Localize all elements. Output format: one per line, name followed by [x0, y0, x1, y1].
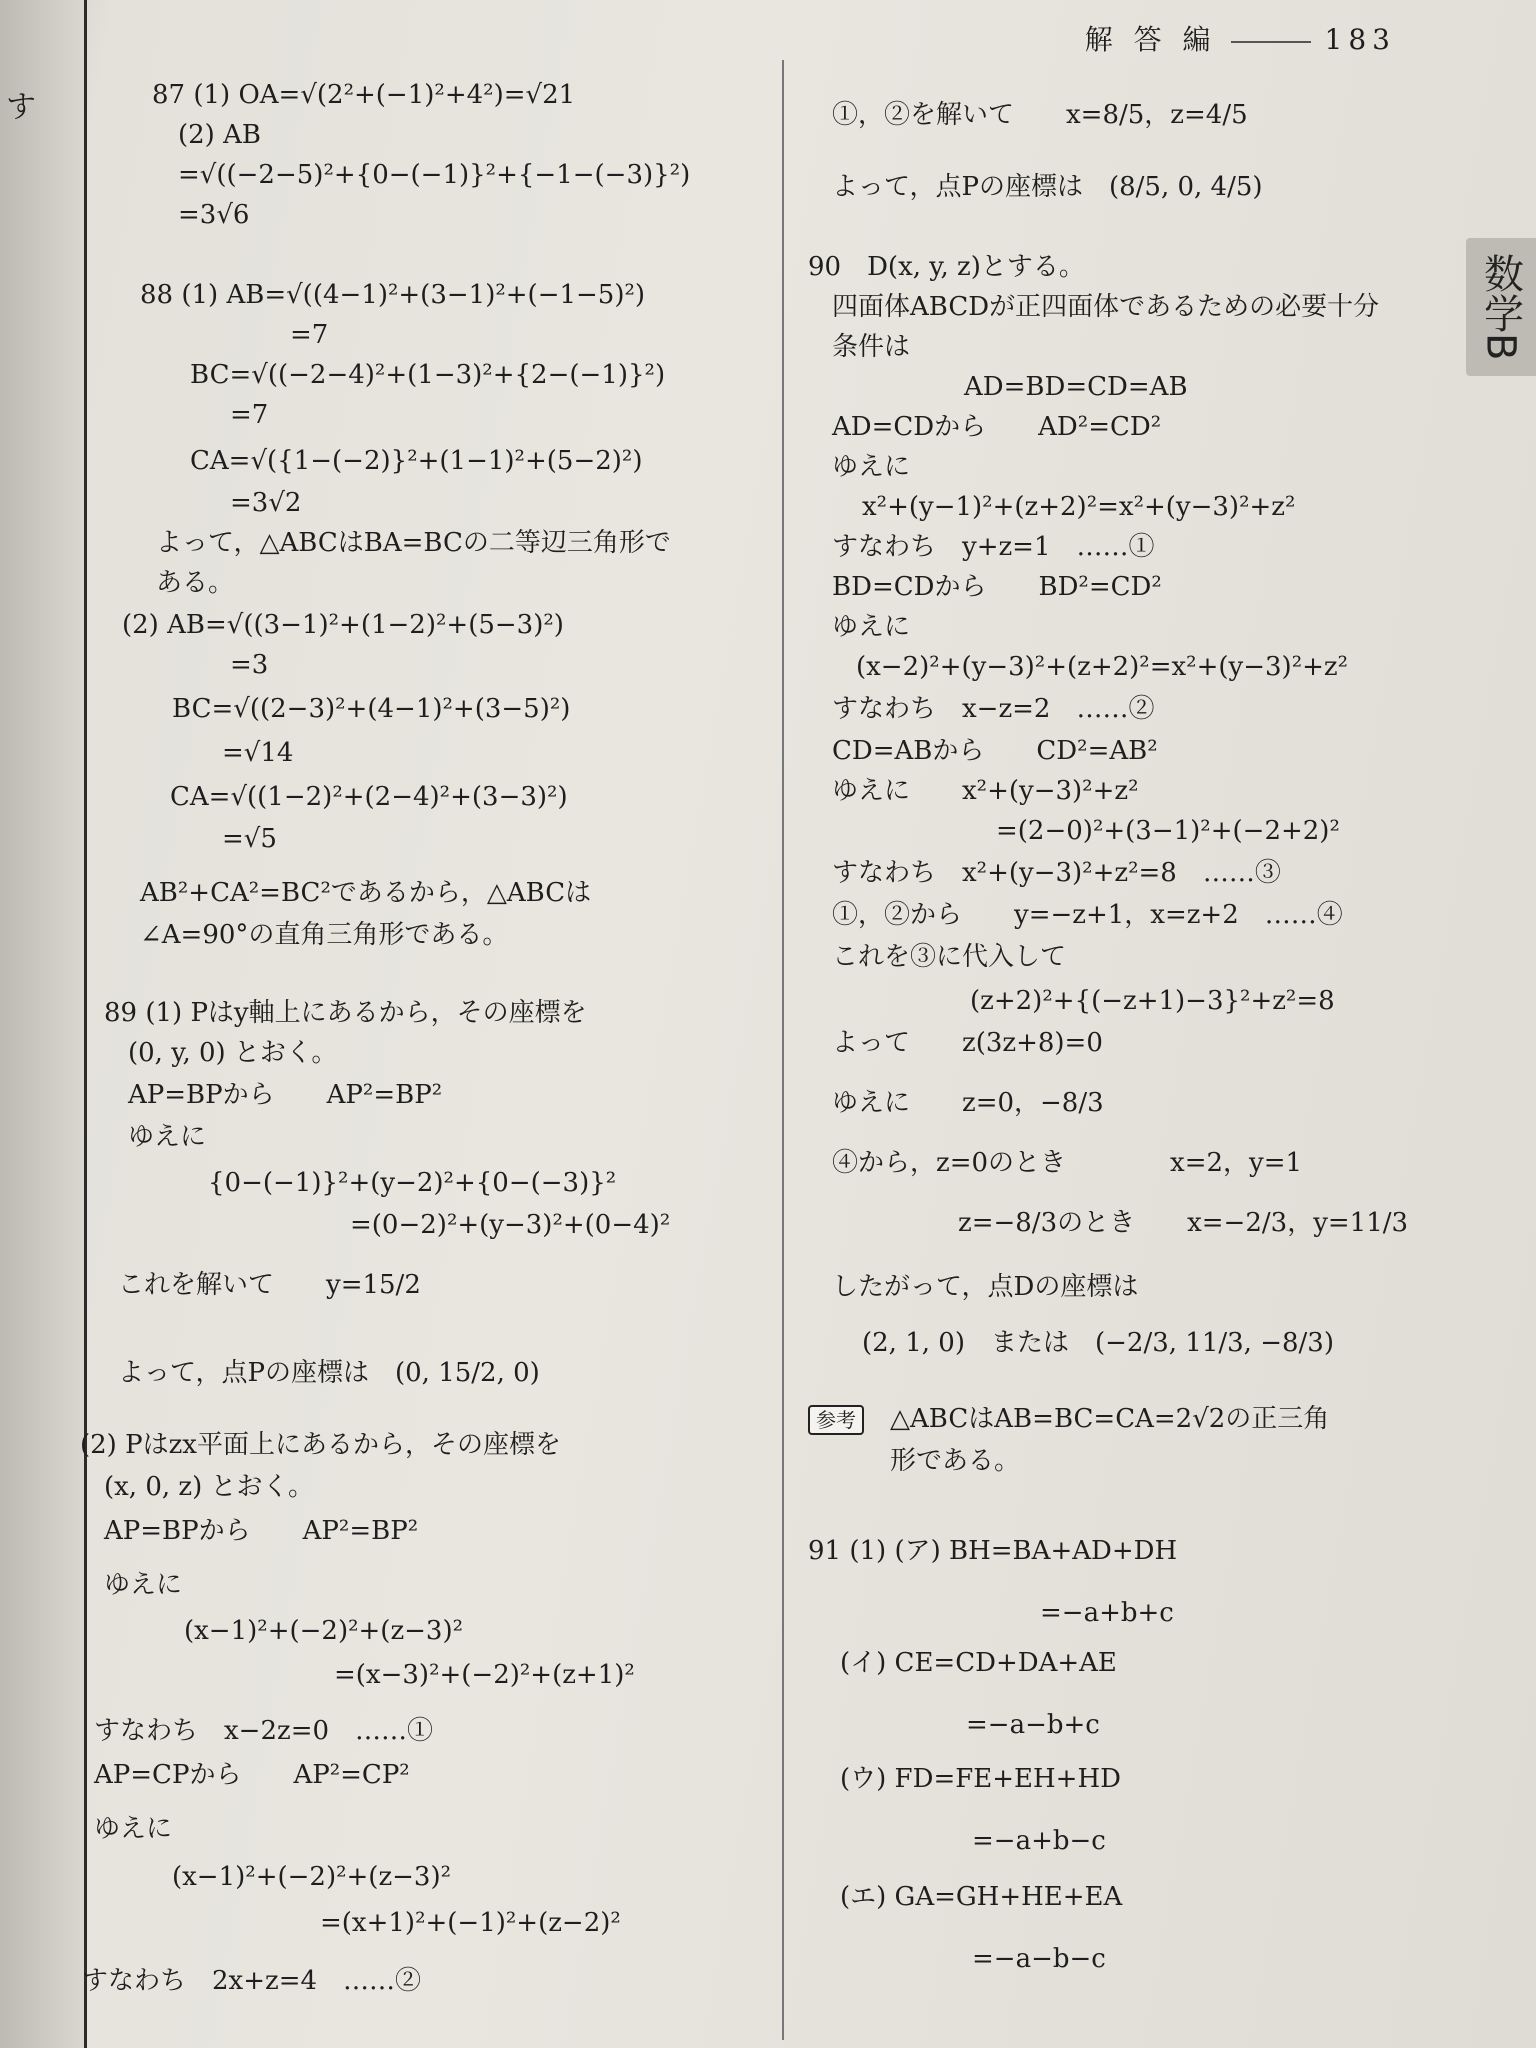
previous-page-char: す — [6, 90, 36, 125]
solution-line — [104, 1474, 314, 1500]
line-text: よって，点Pの座標は (8/5, 0, 4/5) — [832, 172, 1263, 202]
line-text: ゆえに — [104, 1570, 183, 1600]
line-text: すなわち x²+(y−3)²+z²=8 ……③ — [832, 858, 1281, 888]
line-text: (エ) GA=GH+HE+EA — [840, 1882, 1123, 1912]
line-text: BD=CDから BD²=CD² — [832, 572, 1162, 602]
line-text: ④から，z=0のとき x=2，y=1 — [832, 1148, 1303, 1178]
line-text: =−a+b+c — [1040, 1598, 1174, 1628]
line-text: すなわち 2x+z=4 ……② — [82, 1966, 422, 1996]
line-text: これを③に代入して — [832, 942, 1067, 972]
line-text: ゆえに — [94, 1814, 173, 1844]
line-text: よって，△ABCはBA=BCの二等辺三角形で — [156, 528, 671, 558]
line-text: 87 (1) OA=√(2²+(−1)²+4²)=√21 — [152, 80, 576, 110]
line-text: (0, y, 0) とおく。 — [128, 1038, 338, 1068]
line-text: =(x+1)²+(−1)²+(z−2)² — [320, 1908, 621, 1938]
solution-line — [190, 362, 665, 388]
solution-line — [152, 82, 575, 108]
solution-line — [972, 1828, 1106, 1854]
solution-line — [840, 1884, 1122, 1910]
line-text: =7 — [290, 320, 329, 350]
line-text: よって，点Pの座標は (0, 15/2, 0) — [118, 1358, 540, 1388]
solution-line — [156, 570, 234, 596]
line-text: 90 D(x, y, z)とする。 — [808, 252, 1085, 282]
solution-line — [832, 334, 910, 360]
line-text: (z+2)²+{(−z+1)−3}²+z²=8 — [970, 986, 1335, 1016]
solution-line — [118, 1272, 421, 1298]
line-text: すなわち y+z=1 ……① — [832, 532, 1155, 562]
solution-line — [958, 1210, 1408, 1236]
solution-line — [862, 1330, 1334, 1356]
line-text: BC=√((2−3)²+(4−1)²+(3−5)²) — [172, 694, 571, 724]
solution-line — [840, 1766, 1121, 1792]
line-text: AP=BPから AP²=BP² — [104, 1516, 419, 1546]
solution-line — [832, 454, 910, 480]
previous-page-edge — [0, 0, 87, 2048]
solution-line — [832, 944, 1066, 970]
solution-line — [856, 654, 1348, 680]
solution-line — [128, 1040, 337, 1066]
line-text: ゆえに — [128, 1122, 207, 1152]
solution-line — [890, 1448, 1020, 1474]
subject-tab: 数学B — [1466, 238, 1536, 376]
solution-line — [230, 402, 268, 428]
solution-line — [104, 1572, 182, 1598]
line-text: すなわち x−2z=0 ……① — [94, 1716, 434, 1746]
line-text: (x−2)²+(y−3)²+(z+2)²=x²+(y−3)²+z² — [856, 652, 1349, 682]
solution-line — [290, 322, 328, 348]
solution-line — [832, 294, 1379, 320]
line-text: CA=√((1−2)²+(2−4)²+(3−3)²) — [170, 782, 568, 812]
solution-line — [118, 1360, 540, 1386]
line-text: ゆえに x²+(y−3)²+z² — [832, 776, 1139, 806]
line-text: =(x−3)²+(−2)²+(z+1)² — [334, 1660, 635, 1690]
solution-line — [832, 174, 1263, 200]
line-text: ゆえに — [832, 612, 911, 642]
solution-line — [140, 880, 591, 906]
line-text: よって z(3z+8)=0 — [832, 1028, 1103, 1058]
line-text: 88 (1) AB=√((4−1)²+(3−1)²+(−1−5)²) — [140, 280, 646, 310]
solution-line — [832, 1030, 1103, 1056]
solution-line — [184, 1618, 463, 1644]
line-text: (2, 1, 0) または (−2/3, 11/3, −8/3) — [862, 1328, 1334, 1358]
solution-line — [832, 614, 910, 640]
solution-line — [320, 1910, 621, 1936]
solution-line — [832, 1274, 1138, 1300]
solution-line — [128, 1082, 442, 1108]
solution-line — [190, 448, 643, 474]
line-text: AB²+CA²=BC²であるから，△ABCは — [140, 878, 592, 908]
solution-line — [808, 1406, 1329, 1432]
solution-line — [128, 1124, 206, 1150]
page-number: 183 — [1324, 23, 1396, 56]
line-text: AP=BPから AP²=BP² — [128, 1080, 443, 1110]
line-text: ①，②を解いて x=8/5，z=4/5 — [832, 100, 1248, 130]
solution-line — [808, 254, 1085, 280]
solution-line — [970, 988, 1335, 1014]
solution-line — [104, 1518, 418, 1544]
line-text: (2) Pはzx平面上にあるから，その座標を — [80, 1430, 561, 1460]
line-text: =√((−2−5)²+{0−(−1)}²+{−1−(−3)}²) — [178, 160, 691, 190]
line-text: =3√6 — [178, 200, 250, 230]
line-text: (2) AB — [178, 120, 261, 150]
solution-line — [82, 1968, 421, 1994]
solution-line — [172, 1864, 451, 1890]
line-text: AP=CPから AP²=CP² — [94, 1760, 410, 1790]
line-text: =−a+b−c — [972, 1826, 1106, 1856]
line-text: x²+(y−1)²+(z+2)²=x²+(y−3)²+z² — [862, 492, 1296, 522]
line-text: したがって，点Dの座標は — [832, 1272, 1139, 1302]
solution-line — [964, 374, 1188, 400]
solution-line — [334, 1662, 635, 1688]
line-text: =(2−0)²+(3−1)²+(−2+2)² — [996, 816, 1340, 846]
solution-line — [832, 1090, 1104, 1116]
solution-line — [972, 1946, 1106, 1972]
line-text: (x−1)²+(−2)²+(z−3)² — [184, 1616, 464, 1646]
solution-line — [832, 534, 1155, 560]
line-text: 89 (1) Pはy軸上にあるから，その座標を — [104, 998, 587, 1028]
line-text: 四面体ABCDが正四面体であるための必要十分 — [832, 292, 1380, 322]
solution-line — [178, 162, 690, 188]
line-text: =(0−2)²+(y−3)²+(0−4)² — [350, 1210, 671, 1240]
line-text: ゆえに z=0，−8/3 — [832, 1088, 1104, 1118]
line-text: ①，②から y=−z+1，x=z+2 ……④ — [832, 900, 1343, 930]
line-text: (2) AB=√((3−1)²+(1−2)²+(5−3)²) — [122, 610, 564, 640]
solution-line — [94, 1718, 433, 1744]
header-rule — [1231, 41, 1311, 43]
solution-line — [840, 1650, 1117, 1676]
line-text: (x−1)²+(−2)²+(z−3)² — [172, 1862, 452, 1892]
line-text: =−a−b+c — [966, 1710, 1100, 1740]
solution-line — [350, 1212, 670, 1238]
solution-line — [832, 696, 1154, 722]
section-title: 解 答 編 — [1084, 23, 1217, 56]
solution-line — [832, 102, 1248, 128]
solution-line — [122, 612, 564, 638]
line-text: これを解いて y=15/2 — [118, 1270, 421, 1300]
solution-line — [832, 574, 1162, 600]
line-text: 形である。 — [890, 1446, 1021, 1476]
solution-line — [172, 696, 570, 722]
line-text: (イ) CE=CD+DA+AE — [840, 1648, 1117, 1678]
solution-line — [966, 1712, 1100, 1738]
line-text: =3√2 — [230, 488, 302, 518]
page-header — [1085, 18, 1396, 58]
line-text: =−a−b−c — [972, 1944, 1106, 1974]
solution-line — [222, 740, 293, 766]
solution-line — [832, 738, 1158, 764]
solution-line — [140, 282, 645, 308]
line-text: =√5 — [222, 824, 277, 854]
solution-line — [832, 414, 1161, 440]
solution-line — [170, 784, 568, 810]
solution-line — [862, 494, 1295, 520]
line-text: CD=ABから CD²=AB² — [832, 736, 1158, 766]
line-text: すなわち x−z=2 ……② — [832, 694, 1155, 724]
solution-line — [178, 202, 249, 228]
solution-line — [832, 902, 1343, 928]
line-text: BC=√((−2−4)²+(1−3)²+{2−(−1)}²) — [190, 360, 666, 390]
line-text: z=−8/3のとき x=−2/3，y=11/3 — [958, 1208, 1409, 1238]
solution-line — [1040, 1600, 1174, 1626]
line-text: =√14 — [222, 738, 294, 768]
solution-line — [140, 922, 508, 948]
solution-line — [832, 778, 1139, 804]
line-text: CA=√({1−(−2)}²+(1−1)²+(5−2)²) — [190, 446, 643, 476]
solution-line — [230, 652, 268, 678]
line-text: 条件は — [832, 332, 911, 362]
line-text: =7 — [230, 400, 269, 430]
line-text: AD=BD=CD=AB — [964, 372, 1188, 402]
solution-line — [230, 490, 301, 516]
solution-line — [104, 1000, 587, 1026]
line-text: ∠A=90°の直角三角形である。 — [140, 920, 509, 950]
solution-line — [178, 122, 261, 148]
solution-line — [94, 1762, 410, 1788]
line-text: 91 (1) (ア) BH=BA+AD+DH — [808, 1536, 1178, 1566]
line-text: ゆえに — [832, 452, 911, 482]
solution-line — [156, 530, 671, 556]
solution-line — [832, 1150, 1302, 1176]
solution-line — [996, 818, 1340, 844]
line-text: AD=CDから AD²=CD² — [832, 412, 1162, 442]
line-text: =3 — [230, 650, 269, 680]
line-text: △ABCはAB=BC=CA=2√2の正三角 — [890, 1404, 1330, 1434]
line-text: ある。 — [156, 568, 235, 598]
reference-badge: 参考 — [808, 1405, 864, 1435]
column-divider — [782, 60, 784, 2040]
line-text: (x, 0, z) とおく。 — [104, 1472, 314, 1502]
line-text: (ウ) FD=FE+EH+HD — [840, 1764, 1121, 1794]
line-text: {0−(−1)}²+(y−2)²+{0−(−3)}² — [208, 1168, 617, 1198]
solution-line — [832, 860, 1281, 886]
solution-line — [94, 1816, 172, 1842]
solution-line — [208, 1170, 616, 1196]
solution-line — [222, 826, 277, 852]
solution-line — [808, 1538, 1177, 1564]
solution-line — [80, 1432, 561, 1458]
